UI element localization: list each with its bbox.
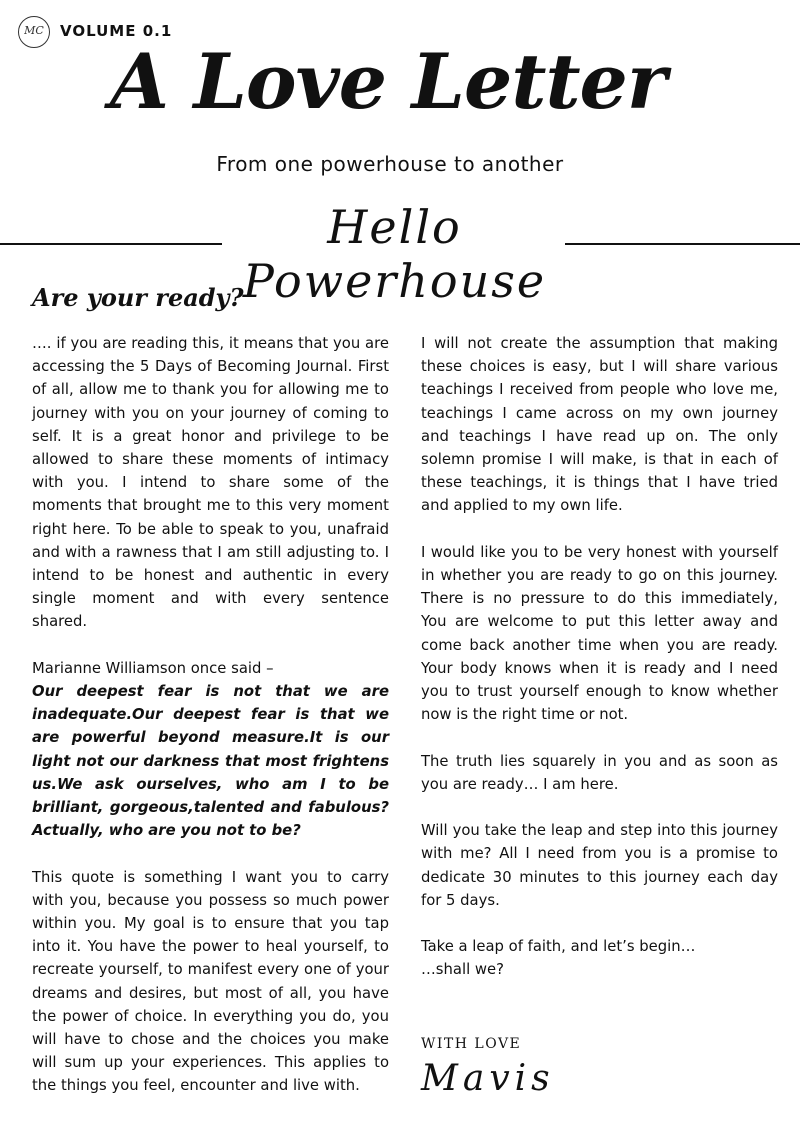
divider-right: [565, 243, 800, 245]
page-subtitle: From one powerhouse to another: [216, 152, 564, 176]
divider-left: [0, 243, 222, 245]
body-paragraph: The truth lies squarely in you and as soon as you are ready… I am here.: [421, 752, 778, 793]
body-paragraph: I would like you to be very honest with yourself in whether you are ready to go on this journey. There is no pressure to do this immediately, You are welcome to put this letter away and come back another time when you are ready. Your body knows when it is ready and I need you to trust yourself enough to know whether now is the right time or not.: [421, 543, 778, 724]
left-column: [32, 332, 389, 1121]
section-heading: Are your ready?: [32, 283, 244, 312]
closing-line: Take a leap of faith, and let’s begin…: [421, 938, 696, 956]
body-paragraph: Will you take the leap and step into this journey with me? All I need from you is a promise to dedicate 30 minutes to this journey each day for 5 days.: [421, 822, 778, 909]
quote-attribution: Marianne Williamson once said –: [32, 659, 274, 677]
intro-paragraph: …. if you are reading this, it means that you are accessing the 5 Days of Becoming Journal. First of all, allow me to thank you for allowing me to journey with you on your journey of coming to self. It is a great honor and privilege to be allowed to share these moments of intimacy with you. I intend to share some of the moments that brought me to this very moment right here. To be able to speak to you, unafraid and with a rawness that I am still adjusting to. I intend to be honest and authentic in every single moment and with every sentence shared.: [32, 335, 389, 631]
volume-label: VOLUME 0.1: [60, 22, 173, 40]
script-greeting: Hello Powerhouse: [242, 200, 547, 308]
right-column: [421, 332, 778, 982]
body-paragraph: I will not create the assumption that making these choices is easy, but I will share various teachings I received from people who love me, teachings I came across on my own journey and teachings I have read up on. The only solemn promise I will make, is that in each of these teachings, it is things that I have tried and applied to my own life.: [421, 335, 778, 515]
quote-text: Our deepest fear is not that we are inadequate.Our deepest fear is that we are powerful beyond measure.It is our light not our darkness that most frightens us.We ask ourselves, who am I to be brilliant, gorgeous,talented and fabulous? Actually, who are you not to be?: [32, 683, 389, 840]
signature: Mavis: [421, 1058, 555, 1099]
body-paragraph: This quote is something I want you to carry with you, because you possess so much power within you. My goal is to ensure that you tap into it. You have the power to heal yourself, to recreate yourself, to manifest every one of your dreams and desires, but most of all, you have the power of choice. In everything you do, you will have to chose and the choices you make will sum up your experiences. This applies to the things you feel, encounter and live with.: [32, 868, 389, 1095]
closing-question: …shall we?: [421, 961, 504, 979]
signoff-label: WITH LOVE: [421, 1036, 522, 1052]
page-title: A Love Letter: [110, 37, 666, 126]
logo-monogram: MC: [24, 24, 44, 37]
